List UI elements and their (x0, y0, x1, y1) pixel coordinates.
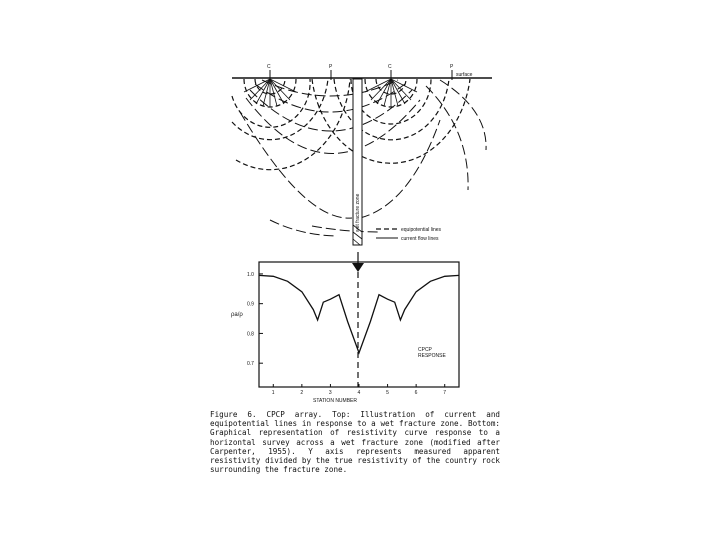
cpcp-response-sublabel: RESPONSE (418, 353, 446, 359)
x-tick-label: 3 (328, 390, 332, 396)
y-tick-label: 1.0 (247, 271, 254, 278)
chart-frame (259, 262, 459, 387)
electrode-label-p1: P (329, 64, 333, 70)
resistivity-chart (231, 262, 459, 404)
x-tick-label: 5 (386, 390, 389, 396)
x-tick-label: 7 (443, 390, 446, 396)
x-axis-label: STATION NUMBER (313, 398, 357, 404)
y-tick-label: 0.8 (247, 331, 254, 338)
electrode-label-c1: C (267, 64, 271, 70)
field-diagram (232, 64, 492, 272)
resistivity-curve (259, 275, 459, 352)
x-tick-label: 6 (414, 390, 418, 396)
equipotential-lines-c1 (232, 79, 350, 170)
cpcp-response-label: CPCP (418, 347, 432, 353)
legend-current-label: current flow lines (401, 236, 439, 242)
electrode-label-c2: C (388, 64, 392, 70)
legend-equipotential-label: equipotential lines (401, 227, 442, 233)
y-axis-ticks (247, 272, 263, 367)
x-tick-label: 2 (300, 390, 304, 396)
x-axis-ticks (272, 384, 446, 396)
x-tick-label: 1 (271, 390, 275, 396)
current-flow-lines (240, 80, 486, 236)
figure-caption: Figure 6. CPCP array. Top: Illustration of current and equipotential lines in response to a wet fracture zone. Bottom: Graphical representation of resistivity curve response to a horizontal survey across a wet fracture zone (modified after Carpenter, 1955). Y axis represents measured apparent resistivity divided by the true resistivity of the country rock surrounding the fracture zone. (210, 410, 500, 475)
y-tick-label: 0.7 (247, 361, 254, 368)
diagram-legend (376, 227, 442, 242)
fracture-zone (353, 79, 362, 245)
x-tick-label: 4 (357, 390, 361, 396)
fracture-zone-label: wet fracture zone (355, 193, 361, 232)
electrode-label-p2: P (450, 64, 454, 70)
down-arrow-icon (352, 263, 364, 272)
y-tick-label: 0.9 (247, 301, 254, 308)
surface-label: surface (456, 72, 473, 78)
y-axis-label: ρa/ρ (231, 312, 243, 318)
